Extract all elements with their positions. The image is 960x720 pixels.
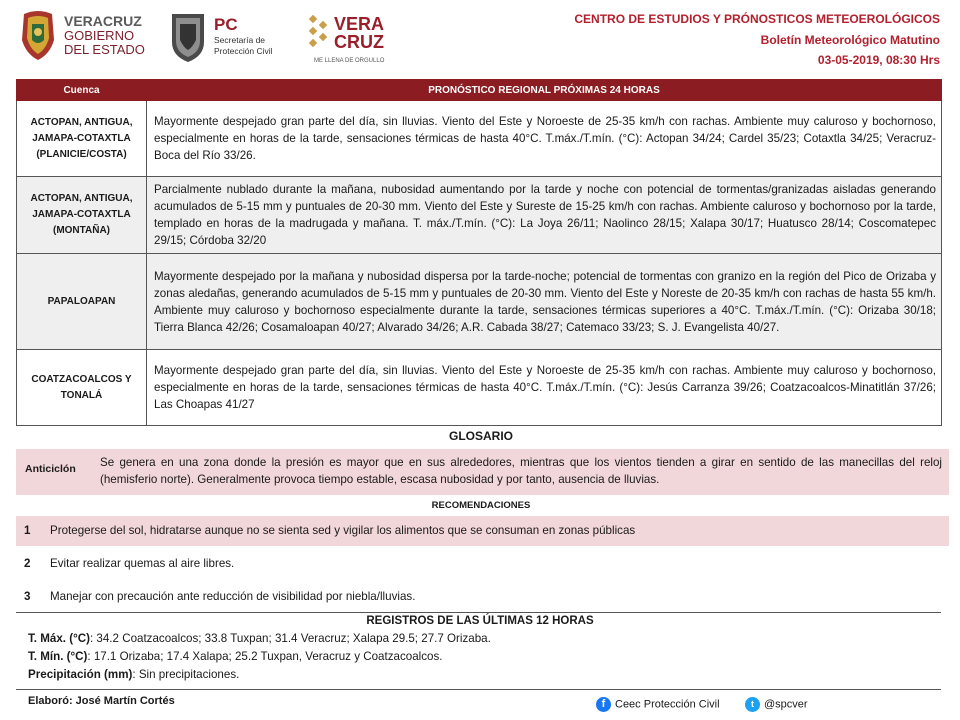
forecast-text: Mayormente despejado por la mañana y nubosidad dispersa por la tarde-noche; potencial de tormentas con granizo en la región del Pico de Orizaba y zonas aledañas, generando acumulados de 5-15 mm y puntuales de 20-30 mm. Viento del Este y Noreste de 20-35 km/h con rachas de hasta 55 km/h. Ambiente muy caluroso y bochornoso especialmente durante la tarde, sensaciones térmicas superiores a 40°C. T.máx./T.mín. (°C): Orizaba 30/18; Tierra Blanca 42/26; Cosamaloapan 40/27; Alvarado 34/26; A.R. Cabada 38/27; Catemaco 33/23; S. J. Evangelista 40/27. xyxy=(147,254,942,350)
records-precip-label: Precipitación (mm) xyxy=(28,668,133,681)
basin-name: COATZACOALCOS Y TONALÁ xyxy=(17,350,147,426)
bulletin-date: 03-05-2019, 08:30 Hrs xyxy=(817,53,940,67)
records-tmax-label: T. Máx. (°C) xyxy=(28,632,90,645)
records-tmin xyxy=(28,650,442,663)
records-tmax-value: : 34.2 Coatzacoalcos; 33.8 Tuxpan; 31.4 Veracruz; Xalapa 29.5; 27.7 Orizaba. xyxy=(89,632,491,645)
recommendation-number: 1 xyxy=(24,524,31,537)
forecast-text: Mayormente despejado gran parte del día, sin lluvias. Viento del Este y Noroeste de 25-35 km/h con rachas. Ambiente muy caluroso y bochornoso, especialmente en horas de la tarde, sensaciones térmicas de hasta 40°C. T.máx./T.mín. (°C): Jesús Carranza 39/26; Coatzacoalcos-Minatitlán 37/26; Las Choapas 41/27 xyxy=(147,350,942,426)
forecast-text: Mayormente despejado gran parte del día, sin lluvias. Viento del Este y Noroeste de 25-35 km/h con rachas. Ambiente muy caluroso y bochornoso, especialmente en horas de la tarde, sensaciones térmicas de hasta 40°C. T.máx./T.mín. (°C): Actopan 34/24; Cardel 35/23; Cotaxtla 34/25; Veracruz-Boca del Río 33/26. xyxy=(147,101,942,177)
recommendation-number: 2 xyxy=(24,557,31,570)
recommendations-title: RECOMENDACIONES xyxy=(431,500,531,511)
bulletin-title: Boletín Meteorológico Matutino xyxy=(760,33,940,47)
twitter-link[interactable] xyxy=(745,697,808,712)
logo-text-secretaria: Secretaría de xyxy=(214,35,266,45)
records-precip-value: : Sin precipitaciones. xyxy=(132,668,240,681)
center-title: CENTRO DE ESTUDIOS Y PRÓNOSTICOS METEOEROLÓGICOS xyxy=(574,12,940,26)
logo-text-estado: DEL ESTADO xyxy=(64,42,145,57)
recommendation-item xyxy=(16,516,949,546)
records-tmin-label: T. Mín. (°C) xyxy=(28,650,88,663)
records-precip xyxy=(28,668,239,681)
divider xyxy=(16,612,941,613)
glossary-definition: Se genera en una zona donde la presión es mayor que en sus alrededores, mientras que los vientos tienden a girar en sentido de las manecillas del reloj (hemisferio norte). Generalmente provoca tiempo estable, escasa nubosidad y por tanto, ausencia de lluvias. xyxy=(100,456,942,486)
veracruz-government-logo xyxy=(18,6,168,62)
column-header-forecast: PRONÓSTICO REGIONAL PRÓXIMAS 24 HORAS xyxy=(147,80,942,101)
recommendation-text: Protegerse del sol, hidratarse aunque no se sienta sed y vigilar los alimentos que se consuman en zonas públicas xyxy=(50,524,636,537)
basin-name: ACTOPAN, ANTIGUA, JAMAPA-COTAXTLA (MONTAÑA) xyxy=(17,177,147,254)
recommendation-item xyxy=(16,582,949,612)
recommendation-item xyxy=(16,549,949,579)
logo-tagline: ME LLENA DE ORGULLO xyxy=(314,58,385,64)
column-header-basin: Cuenca xyxy=(17,80,147,101)
records-tmin-value: : 17.1 Orizaba; 17.4 Xalapa; 25.2 Tuxpan, Veracruz y Coatzacoalcos. xyxy=(87,650,443,663)
logo-text-pc: PC xyxy=(214,15,238,34)
divider xyxy=(16,689,941,690)
logo-text-gobierno: GOBIERNO xyxy=(64,28,135,43)
forecast-text: Parcialmente nublado durante la mañana, nubosidad aumentando por la tarde y noche con potencial de tormentas/granizadas aisladas generando acumulados de 5-15 mm y puntuales de 20-30 mm. Viento del Este y Sureste de 15-25 km/h con rachas. Ambiente caluroso y bochornoso por la tarde, templado en horas de la madrugada y mañana. T. máx./T.mín. (°C): La Joya 26/11; Naolinco 28/15; Xalapa 30/17; Huatusco 28/14; Coscomatepec 29/15; Córdoba 32/20 xyxy=(147,177,942,254)
glossary-entry xyxy=(16,449,949,495)
glossary-title: GLOSARIO xyxy=(448,429,513,443)
forecast-table xyxy=(16,79,942,426)
recommendation-text: Evitar realizar quemas al aire libres. xyxy=(50,557,235,570)
logo-text-vera: VERA xyxy=(334,14,385,34)
facebook-icon: f xyxy=(596,697,611,712)
table-row xyxy=(17,101,942,177)
logo-text-cruz: CRUZ xyxy=(334,32,384,52)
table-row xyxy=(17,254,942,350)
facebook-link[interactable] xyxy=(596,697,720,712)
recommendation-text: Manejar con precaución ante reducción de visibilidad por niebla/lluvias. xyxy=(50,590,416,603)
glossary-term: Anticiclón xyxy=(25,463,76,475)
table-row xyxy=(17,350,942,426)
facebook-label: Ceec Protección Civil xyxy=(615,698,720,711)
elaborated-by: Elaboró: José Martín Cortés xyxy=(28,695,175,707)
twitter-icon: t xyxy=(745,697,760,712)
records-title: REGISTROS DE LAS ÚLTIMAS 12 HORAS xyxy=(366,615,594,627)
logo-text-proteccion: Protección Civil xyxy=(214,46,273,56)
logo-text-veracruz: VERACRUZ xyxy=(64,13,142,29)
recommendation-number: 3 xyxy=(24,590,31,603)
forecast-table-header xyxy=(17,80,942,101)
veracruz-brand-logo xyxy=(306,6,396,66)
twitter-label: @spcver xyxy=(764,698,808,711)
records-tmax xyxy=(28,632,491,645)
table-row xyxy=(17,177,942,254)
basin-name: PAPALOAPAN xyxy=(17,254,147,350)
proteccion-civil-logo xyxy=(168,8,298,64)
basin-name: ACTOPAN, ANTIGUA, JAMAPA-COTAXTLA (PLANICIE/COSTA) xyxy=(17,101,147,177)
